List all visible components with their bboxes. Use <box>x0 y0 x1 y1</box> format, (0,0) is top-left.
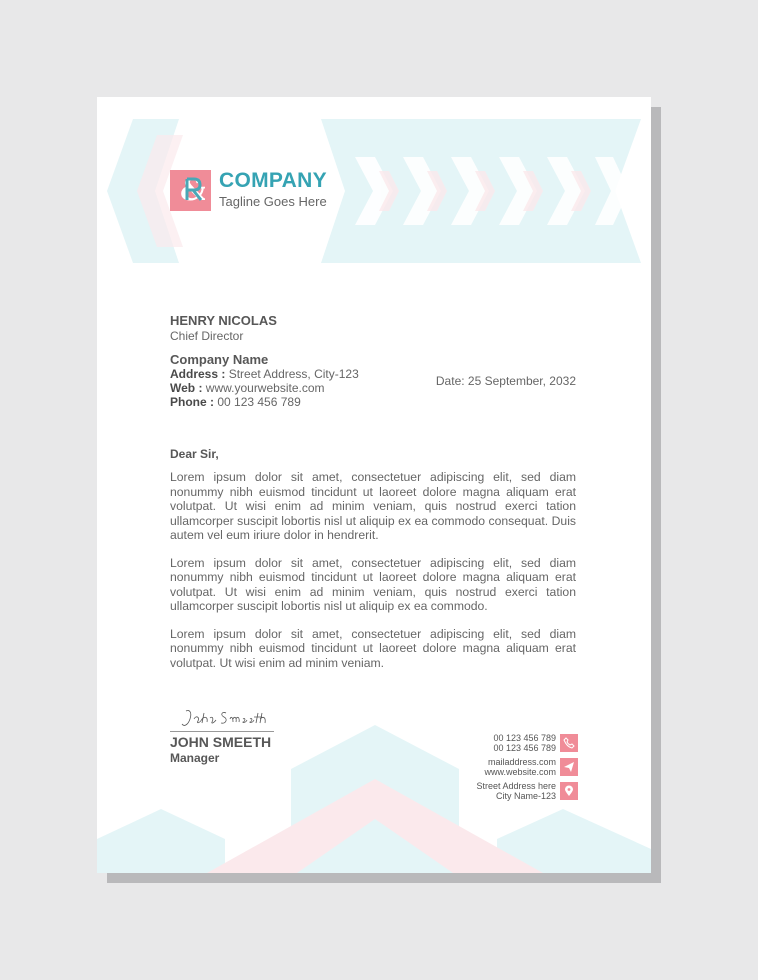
contact-email: mailaddress.com <box>487 757 556 767</box>
contact-web-row <box>476 757 578 777</box>
contact-street: Street Address here <box>476 781 556 791</box>
sender-name: HENRY NICOLAS <box>170 313 277 328</box>
paragraph: Lorem ipsum dolor sit amet, consectetuer adipiscing elit, sed diam nonummy nibh euismod tincidunt ut laoreet dolore magna aliquam erat volutpat. Ut wisi enim ad minim veniam, quis nostrud exerci tation ullamcorper suscipit lobortis nisl ut aliquip ex ea commodo. <box>170 555 576 613</box>
signer-name: JOHN SMEETH <box>170 734 272 750</box>
send-icon <box>560 758 578 776</box>
address-label: Address : <box>170 367 226 381</box>
ampersand-logo-icon <box>177 173 205 209</box>
letter-date: Date: 25 September, 2032 <box>435 374 576 388</box>
phone-label: Phone : <box>170 395 214 409</box>
web-label: Web : <box>170 381 203 395</box>
paragraph: Lorem ipsum dolor sit amet, consectetuer adipiscing elit, sed diam nonummy nibh euismod tincidunt ut laoreet dolore magna aliquam erat volutpat. Ut wisi enim ad minim veniam, quis nostrud exerci tation ullamcorper suscipit lobortis nisl ut aliquip ex ea commodo consequat. Duis autem vel eum iriure dolor in hendrerit. <box>170 470 576 542</box>
sender-phone <box>170 395 359 409</box>
company-name: COMPANY <box>219 169 327 192</box>
contact-phone-2: 00 123 456 789 <box>493 743 556 753</box>
address-value: Street Address, City-123 <box>228 367 359 381</box>
signer-block <box>170 734 271 765</box>
contact-website: www.website.com <box>484 767 556 777</box>
brand-block <box>219 170 327 209</box>
sender-info <box>170 313 359 409</box>
web-value: www.yourwebsite.com <box>205 381 325 395</box>
phone-icon <box>560 734 578 752</box>
company-logo <box>170 170 211 211</box>
letter-body <box>170 447 576 683</box>
paragraph: Lorem ipsum dolor sit amet, consectetuer adipiscing elit, sed diam nonummy nibh euismod tincidunt ut laoreet dolore magna aliquam erat volutpat. Ut wisi enim ad minim veniam. <box>170 626 576 670</box>
sender-address <box>170 367 359 381</box>
letterhead-page <box>97 97 651 873</box>
location-pin-icon <box>560 782 578 800</box>
contact-phone-row <box>476 733 578 753</box>
contact-city: City Name-123 <box>495 791 556 801</box>
svg-text:&: & <box>179 172 205 205</box>
handwritten-signature <box>170 705 274 732</box>
signer-role: Manager <box>170 751 220 765</box>
contact-block <box>476 733 578 805</box>
salutation: Dear Sir, <box>170 447 219 461</box>
company-tagline: Tagline Goes Here <box>219 194 327 209</box>
sender-title: Chief Director <box>170 329 244 343</box>
contact-address-row <box>476 781 578 801</box>
phone-value: 00 123 456 789 <box>217 395 301 409</box>
sender-company: Company Name <box>170 352 269 367</box>
contact-phone-1: 00 123 456 789 <box>493 733 556 743</box>
sender-web <box>170 381 359 395</box>
